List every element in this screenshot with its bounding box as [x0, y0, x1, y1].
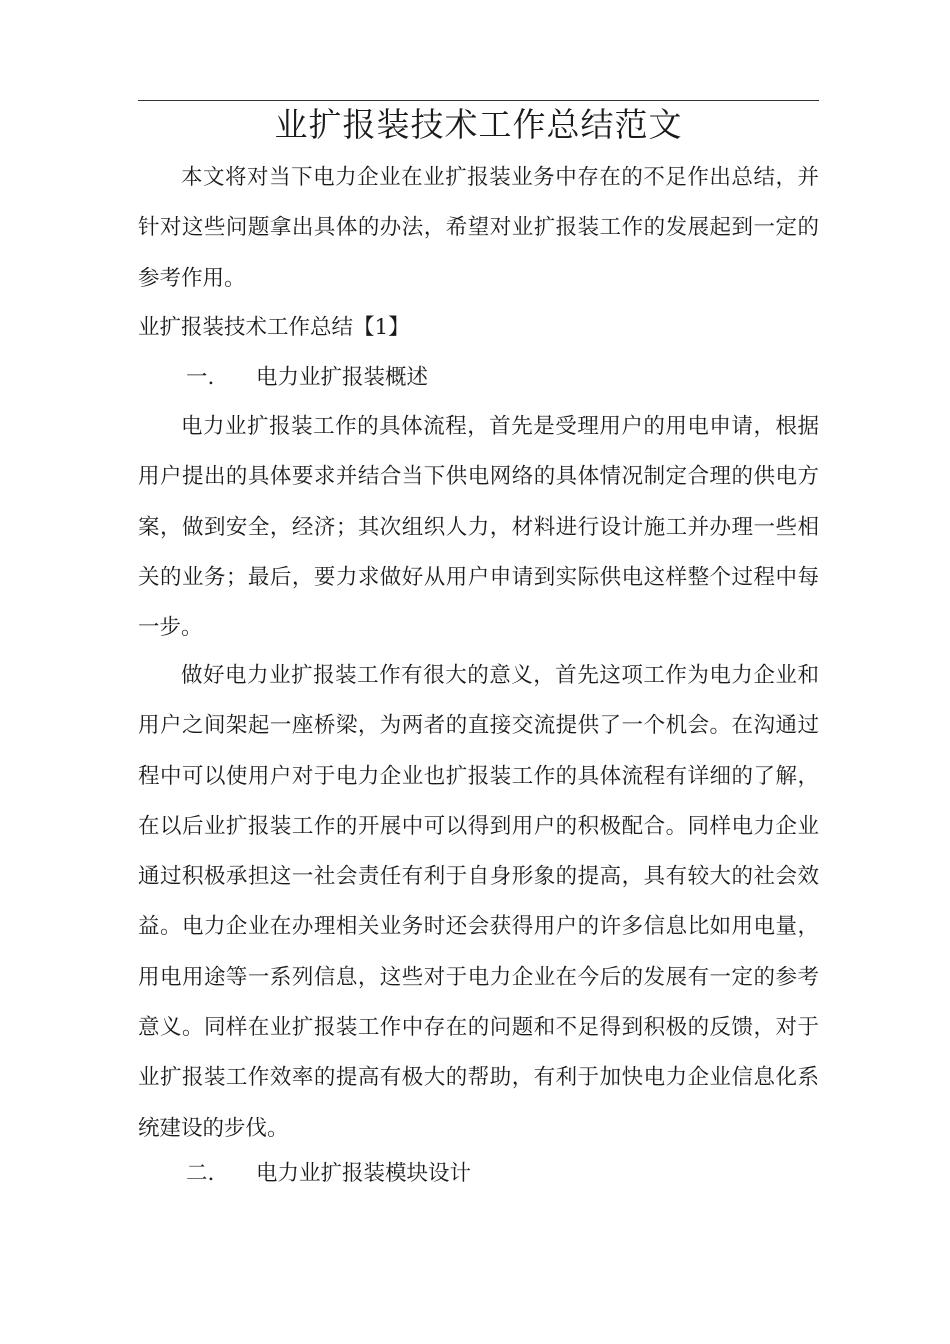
- heading-2-text: 电力业扩报装模块设计: [256, 1161, 472, 1186]
- heading-1-text: 电力业扩报装概述: [256, 365, 429, 390]
- paragraph-1: 电力业扩报装工作的具体流程，首先是受理用户的用电申请，根据用户提出的具体要求并结合当下供电网络的具体情况制定合理的供电方案，做到安全，经济；其次组织人力，材料进行设计施工并办理一些相关的业务；最后，要力求做好从用户申请到实际供电这样整个过程中每一步。: [138, 414, 819, 641]
- section-heading-1: [186, 361, 428, 395]
- heading-2-number: 二.: [186, 1161, 215, 1186]
- section-heading-2: [186, 1157, 471, 1191]
- section-label: 业扩报装技术工作总结【1】: [138, 315, 410, 340]
- paragraph-2: 做好电力业扩报装工作有很大的意义，首先这项工作为电力企业和用户之间架起一座桥梁，为两者的直接交流提供了一个机会。在沟通过程中可以使用户对于电力企业也扩报装工作的具体流程有详细的了解，在以后业扩报装工作的开展中可以得到用户的积极配合。同样电力企业通过积极承担这一社会责任有利于自身形象的提高，具有较大的社会效益。电力企业在办理相关业务时还会获得用户的许多信息比如用电量，用电用途等一系列信息，这些对于电力企业在今后的发展有一定的参考意义。同样在业扩报装工作中存在的问题和不足得到积极的反馈，对于业扩报装工作效率的提高有极大的帮助，有利于加快电力企业信息化系统建设的步伐。: [138, 663, 819, 1141]
- intro-paragraph: 本文将对当下电力企业在业扩报装业务中存在的不足作出总结，并针对这些问题拿出具体的办法，希望对业扩报装工作的发展起到一定的参考作用。: [138, 165, 819, 291]
- heading-1-number: 一.: [186, 365, 215, 390]
- header-rule: [138, 100, 819, 101]
- document-title: 业扩报装技术工作总结范文: [274, 105, 683, 144]
